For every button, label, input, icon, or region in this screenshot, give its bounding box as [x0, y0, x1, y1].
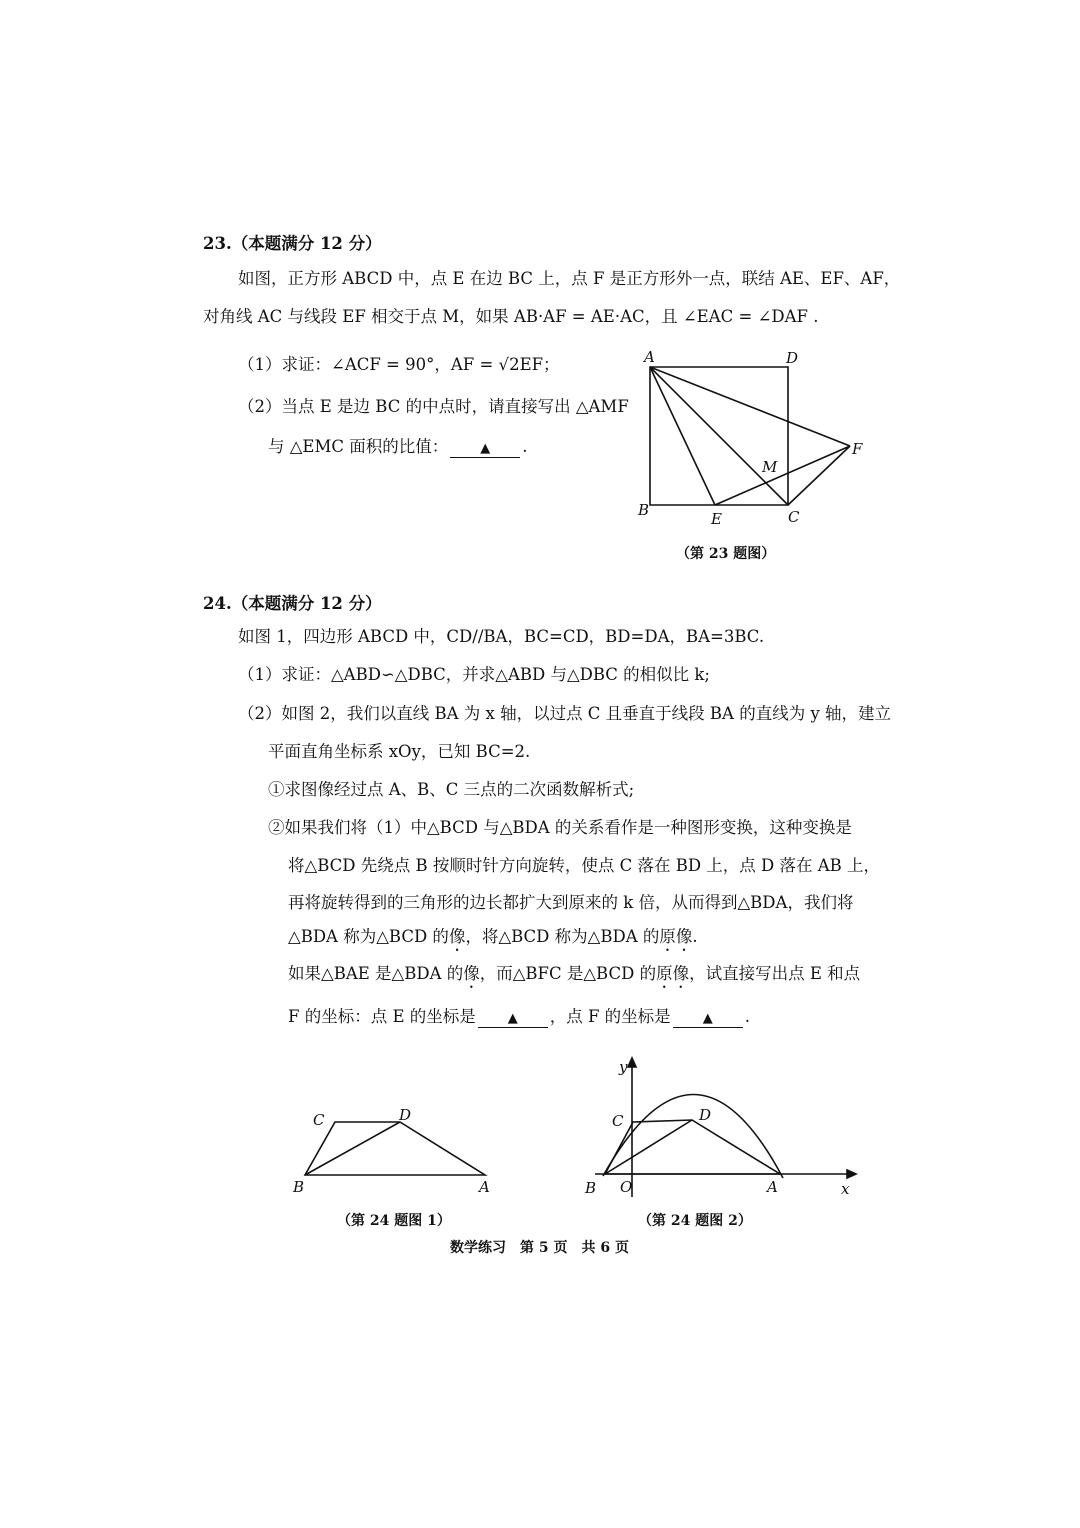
q24-sub3-text3: ，试直接写出点 E 和点: [689, 964, 861, 983]
q24-sub3-text2: ，而△BFC 是△BCD 的: [479, 964, 657, 983]
q24-figure2: [575, 1052, 865, 1202]
label-f: F: [852, 440, 863, 458]
label-a: A: [479, 1178, 490, 1196]
label-c: C: [788, 508, 800, 526]
q23-figure: [630, 340, 870, 530]
q24-sub2d-text2: ，将△BCD 称为△BDA 的: [465, 927, 660, 946]
q24-sub2b: 将△BCD 先绕点 B 按顺时针方向旋转，使点 C 落在 BD 上，点 D 落在 AB 上，: [288, 856, 881, 875]
q23-part2a: （2）当点 E 是边 BC 的中点时，请直接写出 △AMF: [238, 397, 629, 416]
segment-ae: [650, 367, 715, 505]
q23-part2b-text: 与 △EMC 面积的比值：: [268, 437, 449, 456]
label-x: x: [841, 1180, 850, 1198]
q24-sub2d-text1: △BDA 称为△BCD 的: [288, 927, 449, 946]
q23-line1: 如图，正方形 ABCD 中，点 E 在边 BC 上，点 F 是正方形外一点，联结 AE、EF、AF，: [238, 269, 901, 288]
label-c: C: [612, 1112, 624, 1130]
q24-part2b: 平面直角坐标系 xOy，已知 BC=2.: [268, 742, 531, 761]
q24-sub3-image: 像: [463, 964, 480, 983]
q24-sub3: [288, 964, 860, 992]
q24-figure1-caption: （第 24 题图 1）: [337, 1213, 451, 1229]
answer-blank-e: ▲: [478, 1011, 548, 1028]
q24-sub4-text3: .: [744, 1007, 750, 1026]
segment-cf: [788, 446, 850, 505]
q24-sub2a: ②如果我们将（1）中△BCD 与△BDA 的关系看作是一种图形变换，这种变换是: [268, 818, 852, 837]
q24-sub4: [288, 1007, 750, 1028]
y-axis-arrow: [628, 1058, 636, 1067]
q24-sub3-preimage: 原像: [656, 964, 690, 983]
label-d: D: [786, 349, 799, 367]
label-d: D: [399, 1106, 412, 1124]
label-c: C: [313, 1111, 325, 1129]
q23-line2: 对角线 AC 与线段 EF 相交于点 M，如果 AB·AF = AE·AC，且 ∠EAC = ∠DAF .: [203, 307, 819, 326]
q24-sub2d-text3: .: [692, 927, 698, 946]
answer-blank-f: ▲: [673, 1011, 743, 1028]
q24-sub2d-image: 像: [448, 927, 466, 946]
label-b: B: [638, 501, 650, 519]
q23-part2b: [268, 437, 528, 458]
q23-heading: 23.（本题满分 12 分）: [203, 234, 382, 253]
q24-sub4-text1: F 的坐标：点 E 的坐标是: [288, 1007, 476, 1026]
label-b: B: [293, 1178, 305, 1196]
page-footer: 数学练习 第 5 页 共 6 页: [450, 1240, 629, 1256]
q24-part2a: （2）如图 2，我们以直线 BA 为 x 轴，以过点 C 且垂直于线段 BA 的直线为 y 轴，建立: [238, 704, 892, 723]
label-y: y: [619, 1058, 628, 1076]
label-a: A: [644, 348, 655, 366]
q24-sub2d: [288, 927, 698, 955]
q24-sub3-text1: 如果△BAE 是△BDA 的: [288, 964, 464, 983]
q24-sub2c: 再将旋转得到的三角形的边长都扩大到原来的 k 倍，从而得到△BDA，我们将: [288, 893, 854, 912]
q23-part2b-end: .: [522, 437, 528, 456]
q24-sub4-text2: ，点 F 的坐标是: [549, 1007, 671, 1026]
q24-part1: （1）求证：△ABD∽△DBC，并求△ABD 与△DBC 的相似比 k;: [238, 665, 710, 684]
label-o: O: [620, 1178, 633, 1196]
label-d: D: [699, 1106, 712, 1124]
label-m: M: [762, 458, 778, 476]
q24-sub2d-preimage: 原像: [659, 927, 693, 946]
label-a: A: [767, 1178, 778, 1196]
q24-intro: 如图 1，四边形 ABCD 中，CD//BA，BC=CD，BD=DA，BA=3BC.: [238, 627, 765, 646]
segment-af: [650, 367, 850, 446]
segment-ef: [715, 446, 850, 505]
q24-sub1: ①求图像经过点 A、B、C 三点的二次函数解析式;: [268, 780, 635, 799]
q23-figure-caption: （第 23 题图）: [676, 546, 776, 562]
q24-heading: 24.（本题满分 12 分）: [203, 594, 382, 613]
q23-part1: （1）求证：∠ACF = 90°，AF = √2EF；: [238, 355, 560, 374]
x-axis-arrow: [847, 1170, 856, 1178]
answer-blank: ▲: [450, 441, 520, 458]
parabola-curve: [603, 1094, 783, 1178]
q24-figure2-caption: （第 24 题图 2）: [638, 1213, 752, 1229]
label-b: B: [585, 1179, 597, 1197]
label-e: E: [711, 510, 722, 528]
diagonal-ac: [650, 367, 788, 505]
quadrilateral-abcd: [305, 1122, 485, 1175]
q24-figure1: [285, 1100, 505, 1200]
